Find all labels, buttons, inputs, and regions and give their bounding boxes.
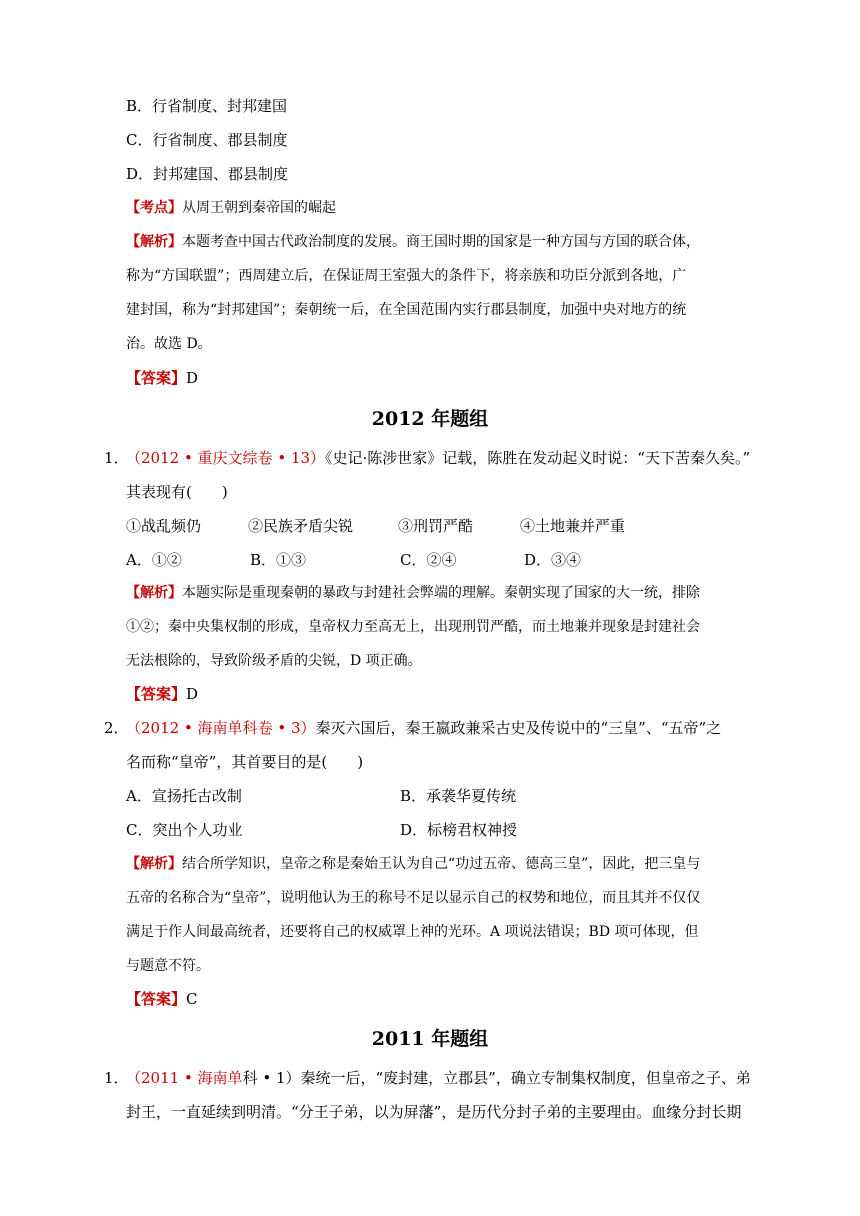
jiexi-tag: 【解析】 bbox=[126, 856, 182, 872]
answer-line bbox=[126, 988, 198, 1010]
question-stem-text: 《史记·陈涉世家》记载，陈胜在发动起义时说：“天下苦秦久矣。” bbox=[325, 449, 751, 467]
statement-item: ①战乱频仍 bbox=[126, 517, 202, 535]
option: D．标榜君权神授 bbox=[400, 821, 518, 839]
option: A．宣扬托古改制 bbox=[126, 787, 242, 805]
answer-options bbox=[126, 785, 516, 807]
jiexi-line-1 bbox=[126, 231, 700, 253]
jiexi-text: 结合所学知识，皇帝之称是秦始王认为自己“功过五帝、德高三皇”，因此，把三皇与 bbox=[182, 856, 701, 872]
jiexi-line-4: 与题意不符。 bbox=[126, 958, 210, 974]
answer-options bbox=[126, 819, 517, 841]
jiexi-line-1 bbox=[126, 853, 700, 875]
jiexi-text: 本题考查中国古代政治制度的发展。商王国时期的国家是一种方国与方国的联合体， bbox=[182, 234, 700, 250]
question-source: （2012 • 重庆文综卷 • 13） bbox=[126, 449, 326, 467]
option: B．①③ bbox=[250, 551, 307, 569]
option: A．①② bbox=[126, 551, 182, 569]
jiexi-line-2: 称为“方国联盟”；西周建立后，在保证周王室强大的条件下，将亲族和功臣分派到各地，广 bbox=[126, 268, 687, 284]
jiexi-line-1 bbox=[126, 582, 700, 604]
question-source-tail: 科 • 1） bbox=[242, 1069, 301, 1087]
option-b: B．行省制度、封邦建国 bbox=[126, 97, 288, 115]
kaodian-text: 从周王朝到秦帝国的崛起 bbox=[182, 200, 336, 216]
jiexi-tag: 【解析】 bbox=[126, 585, 182, 601]
kaodian-tag: 【考点】 bbox=[126, 200, 182, 216]
jiexi-text: 本题实际是重现秦朝的暴政与封建社会弊端的理解。秦朝实现了国家的大一统，排除 bbox=[182, 585, 700, 601]
jiexi-line-4: 治。故选 D。 bbox=[126, 336, 212, 352]
jiexi-tag: 【解析】 bbox=[126, 234, 182, 250]
question-number: 1． bbox=[104, 1069, 129, 1087]
statement-items bbox=[126, 515, 625, 537]
statement-item: ④土地兼并严重 bbox=[520, 517, 626, 535]
section-title-2012: 2012 年题组 bbox=[371, 408, 489, 430]
answer-line bbox=[126, 683, 198, 705]
section-title-2011: 2011 年题组 bbox=[371, 1028, 489, 1050]
jiexi-line-2: 五帝的名称合为“皇帝”，说明他认为王的称号不足以显示自己的权势和地位，而且其并不仅仅 bbox=[126, 890, 701, 906]
answer-tag: 【答案】 bbox=[126, 369, 187, 387]
question-stem-text: 秦灭六国后，秦王嬴政兼采古史及传说中的“三皇”、“五帝”之 bbox=[315, 719, 722, 737]
answer-line bbox=[126, 367, 198, 389]
option: D．③④ bbox=[524, 551, 582, 569]
answer-tag: 【答案】 bbox=[126, 990, 187, 1008]
answer-options bbox=[126, 549, 581, 571]
option: B．承袭华夏传统 bbox=[400, 787, 517, 805]
question-stem-line-2: 名而称“皇帝”，其首要目的是( ) bbox=[126, 753, 364, 771]
option: C．突出个人功业 bbox=[126, 821, 243, 839]
answer-value: D bbox=[186, 685, 199, 703]
question-stem-line-1 bbox=[126, 447, 750, 469]
option: C．②④ bbox=[400, 551, 457, 569]
question-number: 1． bbox=[104, 449, 129, 467]
answer-value: C bbox=[186, 990, 198, 1008]
question-stem-text: 秦统一后，“废封建，立郡县”，确立专制集权制度，但皇帝之子、弟 bbox=[300, 1069, 751, 1087]
question-stem-line-1 bbox=[126, 717, 721, 739]
question-number: 2． bbox=[104, 719, 129, 737]
answer-tag: 【答案】 bbox=[126, 685, 187, 703]
jiexi-line-3: 满足于作人间最高统者，还要将自己的权威罩上神的光环。A 项说法错误；BD 项可体现，但 bbox=[126, 924, 699, 940]
option-d: D．封邦建国、郡县制度 bbox=[126, 165, 289, 183]
jiexi-line-2: ①②；秦中央集权制的形成，皇帝权力至高无上，出现刑罚严酷，而土地兼并现象是封建社会 bbox=[126, 619, 700, 635]
statement-item: ②民族矛盾尖锐 bbox=[248, 517, 354, 535]
option-c: C．行省制度、郡县制度 bbox=[126, 131, 288, 149]
statement-item: ③刑罚严酷 bbox=[398, 517, 474, 535]
question-source: （2011 • 海南单 bbox=[126, 1069, 243, 1087]
jiexi-line-3: 建封国，称为“封邦建国”；秦朝统一后，在全国范围内实行郡县制度，加强中央对地方的统 bbox=[126, 302, 687, 318]
question-stem-line-2: 封王，一直延续到明清。“分王子弟，以为屏藩”，是历代分封子弟的主要理由。血缘分封长期 bbox=[126, 1103, 742, 1121]
kaodian-line bbox=[126, 197, 336, 219]
question-stem-line-2: 其表现有( ) bbox=[126, 483, 228, 501]
question-stem-line-1 bbox=[126, 1067, 751, 1089]
jiexi-line-3: 无法根除的，导致阶级矛盾的尖锐，D 项正确。 bbox=[126, 653, 422, 669]
answer-value: D bbox=[186, 369, 199, 387]
question-source: （2012 • 海南单科卷 • 3） bbox=[126, 719, 316, 737]
